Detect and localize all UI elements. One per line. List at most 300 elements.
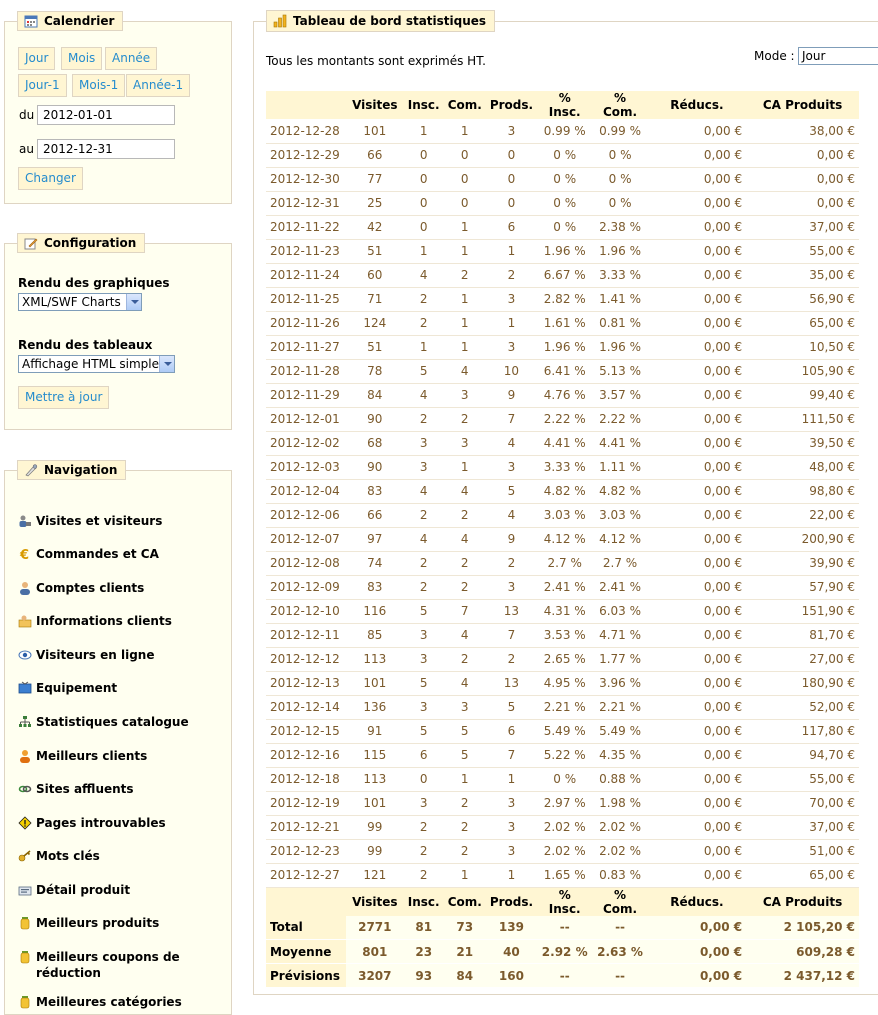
table-cell: 5.13 % (592, 359, 647, 383)
table-cell: 3.03 % (537, 503, 592, 527)
table-cell: 2 (444, 647, 486, 671)
user-info-icon (18, 614, 32, 628)
calendar-icon (24, 14, 38, 28)
nav-item-11[interactable] (18, 848, 218, 864)
table-cell: 56,90 € (746, 287, 859, 311)
date-cell: 2012-11-29 (266, 383, 346, 407)
table-cell: 3 (404, 695, 444, 719)
table-cell: 0,00 € (648, 719, 746, 743)
summary-cell: 21 (444, 940, 486, 964)
table-cell: 0,00 € (648, 479, 746, 503)
table-cell: 2 (444, 263, 486, 287)
to-date-input[interactable]: 2012-12-31 (37, 139, 175, 159)
table-cell: 1.77 % (592, 647, 647, 671)
table-cell: 5 (444, 743, 486, 767)
table-cell: 42 (346, 215, 404, 239)
nav-item-13[interactable] (18, 915, 218, 931)
table-cell: 90 (346, 407, 404, 431)
date-cell: 2012-12-27 (266, 863, 346, 887)
table-cell: 2.41 % (537, 575, 592, 599)
summary-cell: -- (592, 916, 647, 940)
column-header: Insc. (404, 887, 444, 916)
table-cell: 2.65 % (537, 647, 592, 671)
table-cell: 84 (346, 383, 404, 407)
table-row (266, 119, 859, 143)
table-cell: 0.81 % (592, 311, 647, 335)
change-button[interactable]: Changer (18, 167, 83, 190)
date-cell: 2012-11-26 (266, 311, 346, 335)
table-cell: 10,50 € (746, 335, 859, 359)
graph-render-value: XML/SWF Charts (22, 295, 121, 309)
table-cell: 3 (486, 287, 537, 311)
table-cell: 4 (444, 623, 486, 647)
table-cell: 0,00 € (648, 191, 746, 215)
table-cell: 121 (346, 863, 404, 887)
table-cell: 2 (486, 551, 537, 575)
table-row (266, 815, 859, 839)
table-cell: 7 (444, 599, 486, 623)
dashboard-panel (253, 14, 878, 995)
euro-icon (18, 547, 32, 561)
table-cell: 70,00 € (746, 791, 859, 815)
table-cell: 1 (444, 239, 486, 263)
table-cell: 1 (444, 335, 486, 359)
table-cell: 9 (486, 383, 537, 407)
table-cell: 3 (444, 383, 486, 407)
nav-item-label: Statistiques catalogue (36, 715, 189, 729)
table-cell: 3 (404, 791, 444, 815)
date-cell: 2012-11-28 (266, 359, 346, 383)
nav-item-label: Mots clés (36, 849, 100, 863)
column-header: Réducs. (648, 887, 746, 916)
table-cell: 2.82 % (537, 287, 592, 311)
table-cell: 0 (404, 191, 444, 215)
table-cell: 0,00 € (648, 647, 746, 671)
day-button[interactable]: Jour (18, 47, 55, 70)
table-cell: 0 % (537, 767, 592, 791)
table-cell: 0 (444, 167, 486, 191)
table-cell: 3 (404, 647, 444, 671)
table-cell: 3.57 % (592, 383, 647, 407)
calendar-panel (4, 14, 232, 204)
date-cell: 2012-12-18 (266, 767, 346, 791)
table-cell: 2 (444, 503, 486, 527)
table-cell: 117,80 € (746, 719, 859, 743)
table-cell: 2.02 % (537, 815, 592, 839)
table-footer (266, 887, 859, 988)
table-cell: 1 (444, 863, 486, 887)
table-cell: 2.7 % (592, 551, 647, 575)
table-cell: 1.11 % (592, 455, 647, 479)
graph-render-label: Rendu des graphiques (18, 276, 170, 290)
table-row (266, 455, 859, 479)
table-row (266, 383, 859, 407)
summary-cell: 93 (404, 964, 444, 988)
table-cell: 3.53 % (537, 623, 592, 647)
column-header: Com. (444, 91, 486, 119)
table-row (266, 599, 859, 623)
table-cell: 0,00 € (648, 167, 746, 191)
table-cell: 0,00 € (648, 215, 746, 239)
table-cell: 3 (486, 575, 537, 599)
table-cell: 3 (486, 791, 537, 815)
table-cell: 0 % (592, 167, 647, 191)
table-cell: 55,00 € (746, 767, 859, 791)
table-cell: 4 (486, 503, 537, 527)
table-cell: 91 (346, 719, 404, 743)
table-cell: 0,00 € (648, 671, 746, 695)
date-cell: 2012-12-07 (266, 527, 346, 551)
table-cell: 2 (404, 407, 444, 431)
table-cell: 6 (486, 215, 537, 239)
nav-item-7[interactable] (18, 714, 218, 730)
table-cell: 83 (346, 479, 404, 503)
table-row (266, 575, 859, 599)
table-cell: 0.99 % (592, 119, 647, 143)
table-cell: 180,90 € (746, 671, 859, 695)
table-row (266, 791, 859, 815)
table-cell: 0,00 € (648, 431, 746, 455)
summary-cell: 2771 (346, 916, 404, 940)
table-cell: 0 % (537, 143, 592, 167)
nav-item-12[interactable] (18, 882, 218, 898)
date-cell: 2012-12-10 (266, 599, 346, 623)
table-cell: 37,00 € (746, 215, 859, 239)
dashboard-title: Tableau de bord statistiques (293, 14, 487, 28)
table-cell: 124 (346, 311, 404, 335)
table-cell: 4 (444, 479, 486, 503)
config-panel (4, 236, 232, 430)
table-row (266, 263, 859, 287)
table-cell: 2 (444, 839, 486, 863)
table-cell: 7 (486, 407, 537, 431)
table-cell: 0,00 € (648, 599, 746, 623)
nav-item-label: Visiteurs en ligne (36, 648, 155, 662)
table-cell: 2 (404, 575, 444, 599)
table-cell: 0,00 € (746, 143, 859, 167)
table-row (266, 359, 859, 383)
date-cell: 2012-12-04 (266, 479, 346, 503)
table-cell: 7 (486, 623, 537, 647)
table-cell: 0,00 € (648, 335, 746, 359)
nav-item-label: Meilleurs coupons de réduction (36, 950, 180, 980)
table-cell: 2 (444, 791, 486, 815)
dashboard-legend (266, 10, 495, 32)
date-cell: 2012-12-31 (266, 191, 346, 215)
summary-row (266, 964, 859, 988)
table-cell: 1 (486, 767, 537, 791)
summary-cell: 23 (404, 940, 444, 964)
table-cell: 5.49 % (592, 719, 647, 743)
nav-item-6[interactable] (18, 680, 218, 696)
table-cell: 0,00 € (648, 407, 746, 431)
table-cell: 0,00 € (648, 359, 746, 383)
column-header: % Insc. (537, 887, 592, 916)
table-cell: 0 (486, 167, 537, 191)
nav-item-10[interactable] (18, 815, 218, 831)
column-header: CA Produits (746, 887, 859, 916)
table-cell: 0,00 € (648, 239, 746, 263)
nav-item-15[interactable] (18, 994, 218, 1010)
nav-item-2[interactable] (18, 546, 218, 562)
table-cell: 6.41 % (537, 359, 592, 383)
nav-item-label: Sites affluents (36, 782, 134, 796)
summary-cell: 609,28 € (746, 940, 859, 964)
table-cell: 2 (404, 815, 444, 839)
table-cell: 0 (404, 143, 444, 167)
svg-text:€: € (20, 548, 30, 561)
table-cell: 71 (346, 287, 404, 311)
table-cell: 1 (444, 311, 486, 335)
table-cell: 13 (486, 599, 537, 623)
table-cell: 57,90 € (746, 575, 859, 599)
nav-item-4[interactable] (18, 613, 218, 629)
table-cell: 3.96 % (592, 671, 647, 695)
nav-item-14[interactable] (18, 949, 218, 981)
table-cell: 0.83 % (592, 863, 647, 887)
date-cell: 2012-12-12 (266, 647, 346, 671)
summary-cell: 2 437,12 € (746, 964, 859, 988)
summary-row (266, 916, 859, 940)
nav-item-label: Equipement (36, 681, 118, 695)
table-render-select[interactable] (18, 355, 175, 373)
table-cell: 48,00 € (746, 455, 859, 479)
nav-item-label: Commandes et CA (36, 547, 159, 561)
product-icon (18, 883, 32, 897)
table-cell: 4 (444, 671, 486, 695)
table-cell: 0 % (592, 191, 647, 215)
table-cell: 1 (404, 119, 444, 143)
table-cell: 0,00 € (648, 695, 746, 719)
table-cell: 51,00 € (746, 839, 859, 863)
table-cell: 6 (404, 743, 444, 767)
table-cell: 200,90 € (746, 527, 859, 551)
table-cell: 3 (486, 119, 537, 143)
table-cell: 2 (444, 551, 486, 575)
summary-cell: -- (537, 964, 592, 988)
table-row (266, 695, 859, 719)
table-cell: 2.02 % (592, 815, 647, 839)
nav-item-label: Pages introuvables (36, 816, 166, 830)
table-cell: 98,80 € (746, 479, 859, 503)
navigation-legend (17, 460, 126, 480)
table-cell: 0 % (537, 167, 592, 191)
table-cell: 0.88 % (592, 767, 647, 791)
column-header: Visites (346, 887, 404, 916)
table-cell: 6.03 % (592, 599, 647, 623)
table-row (266, 191, 859, 215)
nav-item-label: Visites et visiteurs (36, 514, 163, 528)
table-cell: 0 (486, 143, 537, 167)
nav-item-1[interactable] (18, 513, 218, 529)
table-cell: 37,00 € (746, 815, 859, 839)
table-cell: 94,70 € (746, 743, 859, 767)
table-cell: 52,00 € (746, 695, 859, 719)
table-row (266, 623, 859, 647)
table-cell: 9 (486, 527, 537, 551)
date-cell: 2012-11-22 (266, 215, 346, 239)
table-cell: 3 (404, 455, 444, 479)
column-header: % Com. (592, 887, 647, 916)
table-cell: 0 % (537, 191, 592, 215)
table-cell: 2 (444, 575, 486, 599)
update-button[interactable]: Mettre à jour (18, 386, 109, 409)
column-header (266, 887, 346, 916)
nav-item-label: Meilleures catégories (36, 995, 182, 1009)
table-cell: 4.82 % (592, 479, 647, 503)
table-cell: 115 (346, 743, 404, 767)
table-cell: 2.22 % (537, 407, 592, 431)
table-cell: 2.38 % (592, 215, 647, 239)
table-cell: 3.33 % (592, 263, 647, 287)
nav-item-3[interactable] (18, 580, 218, 596)
table-cell: 3.03 % (592, 503, 647, 527)
table-cell: 1 (444, 455, 486, 479)
table-row (266, 431, 859, 455)
table-cell: 1.61 % (537, 311, 592, 335)
table-cell: 5 (404, 671, 444, 695)
table-header-row (266, 91, 859, 119)
date-cell: 2012-12-15 (266, 719, 346, 743)
table-cell: 7 (486, 743, 537, 767)
link-icon (18, 782, 32, 796)
summary-cell: 0,00 € (648, 916, 746, 940)
chevron-down-icon (126, 294, 141, 310)
table-cell: 4.31 % (537, 599, 592, 623)
table-cell: 1 (404, 335, 444, 359)
table-cell: 2.21 % (592, 695, 647, 719)
nav-item-8[interactable] (18, 748, 218, 764)
table-cell: 1.96 % (592, 239, 647, 263)
table-cell: 1.41 % (592, 287, 647, 311)
nav-item-label: Informations clients (36, 614, 172, 628)
date-cell: 2012-12-21 (266, 815, 346, 839)
table-cell: 78 (346, 359, 404, 383)
table-cell: 101 (346, 791, 404, 815)
date-cell: 2012-12-09 (266, 575, 346, 599)
table-cell: 2 (404, 551, 444, 575)
amount-note: Tous les montants sont exprimés HT. (266, 54, 486, 68)
column-header: Prods. (486, 91, 537, 119)
jar-icon (18, 916, 32, 930)
summary-cell: 3207 (346, 964, 404, 988)
summary-cell: 0,00 € (648, 964, 746, 988)
month-button[interactable]: Mois (61, 47, 102, 70)
table-cell: 3 (486, 335, 537, 359)
mode-select[interactable] (798, 47, 878, 65)
table-row (266, 311, 859, 335)
date-cell: 2012-12-06 (266, 503, 346, 527)
nav-item-label: Meilleurs clients (36, 749, 148, 763)
table-cell: 101 (346, 671, 404, 695)
column-header: % Com. (592, 91, 647, 119)
date-cell: 2012-12-13 (266, 671, 346, 695)
table-cell: 1.96 % (537, 239, 592, 263)
table-cell: 116 (346, 599, 404, 623)
table-cell: 0,00 € (648, 743, 746, 767)
table-row (266, 503, 859, 527)
table-cell: 0 (404, 167, 444, 191)
table-cell: 4 (404, 263, 444, 287)
nav-item-9[interactable] (18, 781, 218, 797)
stats-table (266, 91, 859, 988)
table-cell: 0,00 € (648, 815, 746, 839)
table-cell: 0,00 € (648, 767, 746, 791)
table-cell: 113 (346, 767, 404, 791)
table-cell: 25 (346, 191, 404, 215)
previous-year-button[interactable]: Année-1 (126, 74, 190, 97)
nav-item-5[interactable] (18, 647, 218, 663)
table-cell: 77 (346, 167, 404, 191)
table-cell: 1 (444, 287, 486, 311)
graph-render-select[interactable] (18, 293, 142, 311)
from-date-input[interactable]: 2012-01-01 (37, 105, 175, 125)
table-row (266, 551, 859, 575)
table-cell: 0,00 € (648, 575, 746, 599)
summary-cell: 40 (486, 940, 537, 964)
category-icon (18, 995, 32, 1009)
table-cell: 99,40 € (746, 383, 859, 407)
summary-cell: 139 (486, 916, 537, 940)
table-cell: 3.33 % (537, 455, 592, 479)
previous-day-button[interactable]: Jour-1 (18, 74, 67, 97)
date-cell: 2012-12-16 (266, 743, 346, 767)
table-cell: 0,00 € (648, 119, 746, 143)
table-cell: 0,00 € (648, 791, 746, 815)
table-cell: 51 (346, 335, 404, 359)
table-cell: 4 (444, 527, 486, 551)
calendar-title: Calendrier (44, 14, 115, 28)
warning-icon (18, 816, 32, 830)
table-cell: 3 (486, 455, 537, 479)
table-cell: 4 (444, 359, 486, 383)
nav-item-label: Comptes clients (36, 581, 145, 595)
table-cell: 39,90 € (746, 551, 859, 575)
table-cell: 2.21 % (537, 695, 592, 719)
table-cell: 2 (444, 815, 486, 839)
table-cell: 38,00 € (746, 119, 859, 143)
key-icon (18, 849, 32, 863)
previous-month-button[interactable]: Mois-1 (72, 74, 125, 97)
table-cell: 66 (346, 143, 404, 167)
table-cell: 1 (486, 239, 537, 263)
table-cell: 2.41 % (592, 575, 647, 599)
table-cell: 3 (486, 839, 537, 863)
table-cell: 0,00 € (746, 191, 859, 215)
table-cell: 97 (346, 527, 404, 551)
summary-cell: 801 (346, 940, 404, 964)
table-row (266, 671, 859, 695)
table-cell: 1 (444, 119, 486, 143)
config-legend (17, 233, 145, 253)
user-icon (18, 581, 32, 595)
table-cell: 1.98 % (592, 791, 647, 815)
year-button[interactable]: Année (105, 47, 157, 70)
table-cell: 68 (346, 431, 404, 455)
table-cell: 65,00 € (746, 311, 859, 335)
mode-label: Mode : (754, 49, 795, 63)
date-cell: 2012-11-24 (266, 263, 346, 287)
table-cell: 90 (346, 455, 404, 479)
table-cell: 0.99 % (537, 119, 592, 143)
table-cell: 2.02 % (537, 839, 592, 863)
table-row (266, 287, 859, 311)
table-cell: 2.22 % (592, 407, 647, 431)
table-cell: 39,50 € (746, 431, 859, 455)
tv-icon (18, 681, 32, 695)
table-cell: 83 (346, 575, 404, 599)
summary-cell: 0,00 € (648, 940, 746, 964)
